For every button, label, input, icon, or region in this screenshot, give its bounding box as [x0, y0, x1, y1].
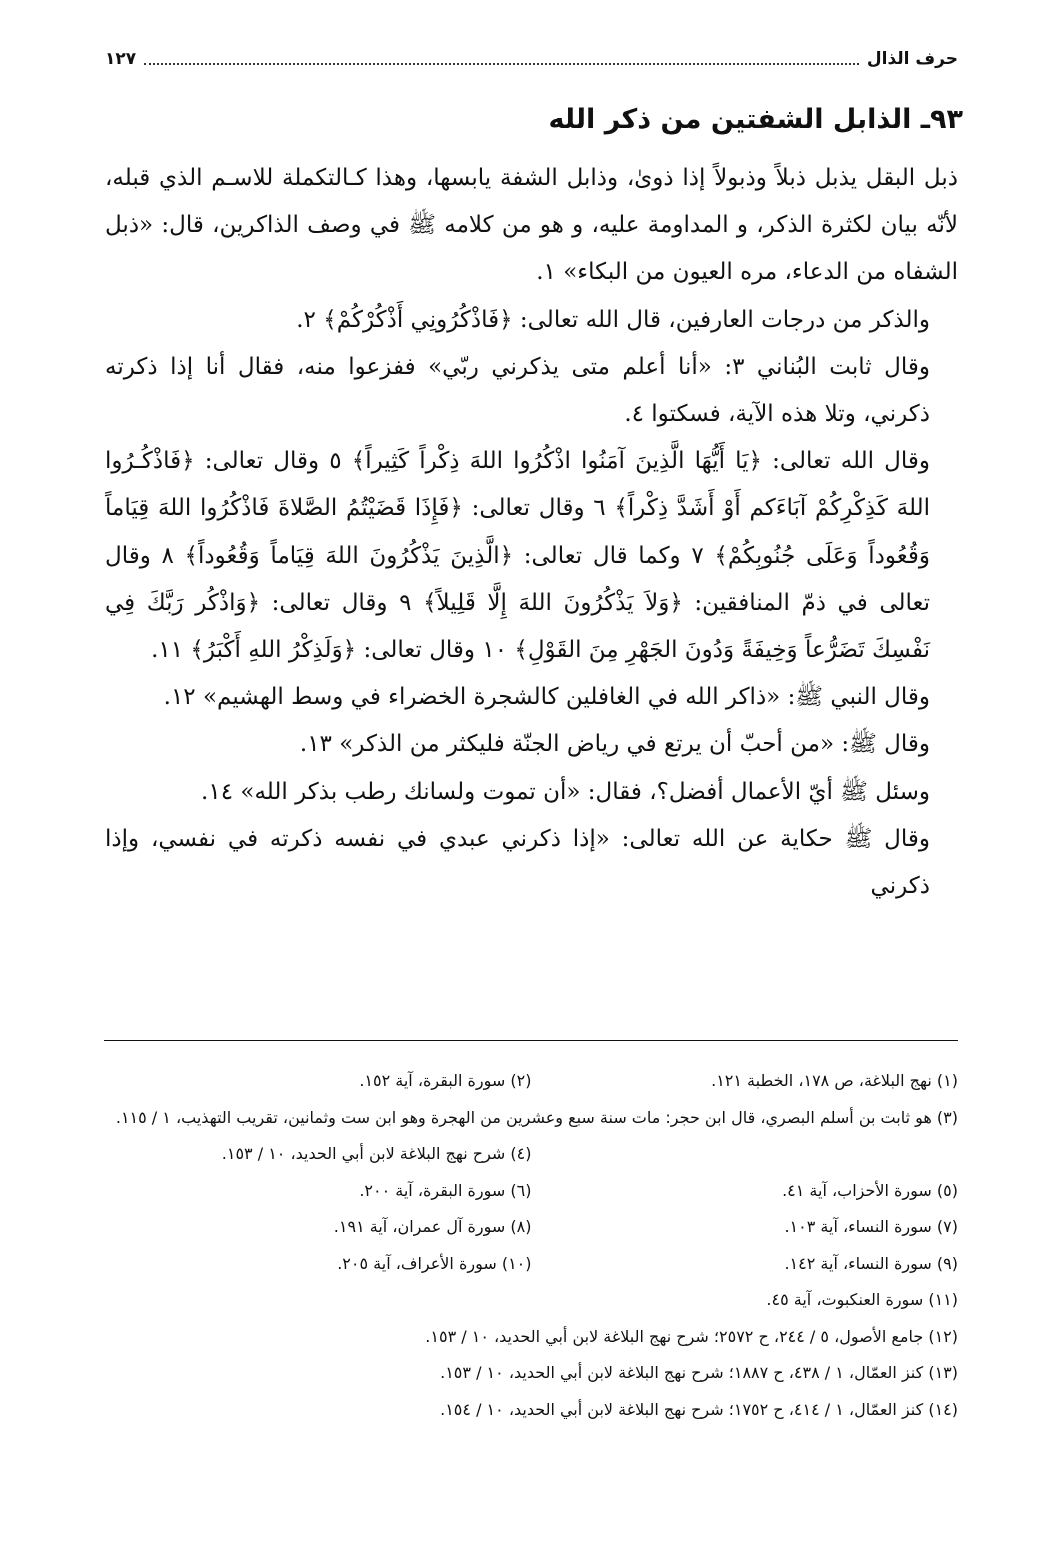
paragraph: ذبل البقل يذبل ذبلاً وذبولاً إذا ذوىٰ، وذابل الشفة يابسها، وهذا كـالتكملة للاسـم الذي قبله، لأنّه بيان لكثرة الذكر، و المداومة عليه، و هو من كلامه ﷺ في وصف الذاكرين، قال: «ذبل الشفاه من الدعاء، مره العيون من البكاء» ١. [105, 165, 958, 286]
paragraph: وقال ﷺ حكاية عن الله تعالى: «إذا ذكرني عبدي في نفسه ذكرته في نفسي، وإذا ذكرني [105, 825, 930, 900]
footnote-row [105, 1063, 958, 1100]
footnote: (٩) سورة النساء، آية ١٤٢. [784, 1253, 958, 1273]
running-header [105, 44, 958, 74]
paragraph: والذكر من درجات العارفين، قال الله تعالى: ﴿فَاذْكُرُونِي أَذْكُرْكُمْ﴾ ٢. [296, 306, 930, 333]
footnote-row [105, 1209, 958, 1246]
footnotes [105, 1063, 958, 1428]
footnote: (١١) سورة العنكبوت، آية ٤٥. [766, 1290, 958, 1309]
footnote-row [105, 1173, 958, 1210]
footnote: (١٢) جامع الأصول، ٥ / ٢٤٤، ح ٢٥٧٢؛ شرح نهج البلاغة لابن أبي الحديد، ١٠ / ١٥٣. [425, 1326, 958, 1346]
footnote: (٥) سورة الأحزاب، آية ٤١. [782, 1180, 958, 1200]
footnote: (١٣) كنز العمّال، ١ / ٤٣٨، ح ١٨٨٧؛ شرح نهج البلاغة لابن أبي الحديد، ١٠ / ١٥٣. [440, 1363, 958, 1382]
leader-dots [144, 53, 859, 65]
footnote: (١) نهج البلاغة، ص ١٧٨، الخطبة ١٢١. [711, 1071, 958, 1090]
footnote-divider [104, 1040, 958, 1041]
footnote: (٢) سورة البقرة، آية ١٥٢. [359, 1071, 532, 1090]
footnote-row [105, 1246, 958, 1283]
footnote: (١٠) سورة الأعراف، آية ٢٠٥. [337, 1253, 532, 1273]
paragraph: وقال ثابت البُناني ٣: «أنا أعلم متى يذكرني ربّي» ففزعوا منه، فقال أنا إذا ذكرته ذكرني، وتلا هذه الآية، فسكتوا ٤. [105, 353, 930, 428]
footnote: (٨) سورة آل عمران، آية ١٩١. [333, 1217, 532, 1236]
section-title: ٩٣ـ الذابل الشفتين من ذكر الله [548, 104, 963, 135]
footnote: (٧) سورة النساء، آية ١٠٣. [784, 1217, 958, 1236]
paragraph: وقال ﷺ: «من أحبّ أن يرتع في رياض الجنّة فليكثر من الذكر» ١٣. [299, 731, 930, 758]
chapter-title: حرف الذال [866, 49, 958, 69]
main-text [105, 155, 958, 910]
footnote-row [105, 1136, 958, 1173]
footnote: (٣) هو ثابت بن أسلم البصري، قال ابن حجر: مات سنة سبع وعشرين من الهجرة وهو ابن ست وثمانين، تقريب التهذيب، ١ / ١١٥. [115, 1107, 958, 1127]
page-number: ١٢٧ [105, 49, 137, 69]
footnote: (١٤) كنز العمّال، ١ / ٤١٤، ح ١٧٥٢؛ شرح نهج البلاغة لابن أبي الحديد، ١٠ / ١٥٤. [440, 1399, 958, 1419]
footnote: (٤) شرح نهج البلاغة لابن أبي الحديد، ١٠ / ١٥٣. [221, 1144, 532, 1163]
footnote: (٦) سورة البقرة، آية ٢٠٠. [359, 1180, 532, 1200]
paragraph: وقال الله تعالى: ﴿يَا أَيُّهَا الَّذِينَ آمَنُوا اذْكُرُوا اللهَ ذِكْراً كَثِيراً﴾ ٥ وقال تعالى: ﴿فَاذْكُـرُوا اللهَ كَذِكْرِكُمْ آبَاءَكم أَوْ أَشَدَّ ذِكْراً﴾ ٦ وقال تعالى: ﴿فَإِذَا قَضَيْتُمُ الصَّلاةَ فَاذْكُرُوا اللهَ قِيَاماً وَقُعُوداً وَعَلَى جُنُوبِكُمْ﴾ ٧ وكما قال تعالى: ﴿الَّذِينَ يَذْكُرُونَ اللهَ قِيَاماً وَقُعُوداً﴾ ٨ وقال تعالى في ذمّ المنافقين: ﴿وَلاَ يَذْكُرُونَ اللهَ إِلَّا قَلِيلاً﴾ ٩ وقال تعالى: ﴿وَاذْكُر رَبَّكَ فِي نَفْسِكَ تَضَرُّعاً وَخِيفَةً وَدُونَ الجَهْرِ مِنَ القَوْلِ﴾ ١٠ وقال تعالى: ﴿وَلَذِكْرُ اللهِ أَكْبَرُ﴾ ١١. [105, 448, 931, 664]
paragraph: وقال النبي ﷺ: «ذاكر الله في الغافلين كالشجرة الخضراء في وسط الهشيم» ١٢. [163, 684, 930, 711]
paragraph: وسئل ﷺ أيّ الأعمال أفضل؟، فقال: «أن تموت ولسانك رطب بذكر الله» ١٤. [201, 778, 930, 805]
